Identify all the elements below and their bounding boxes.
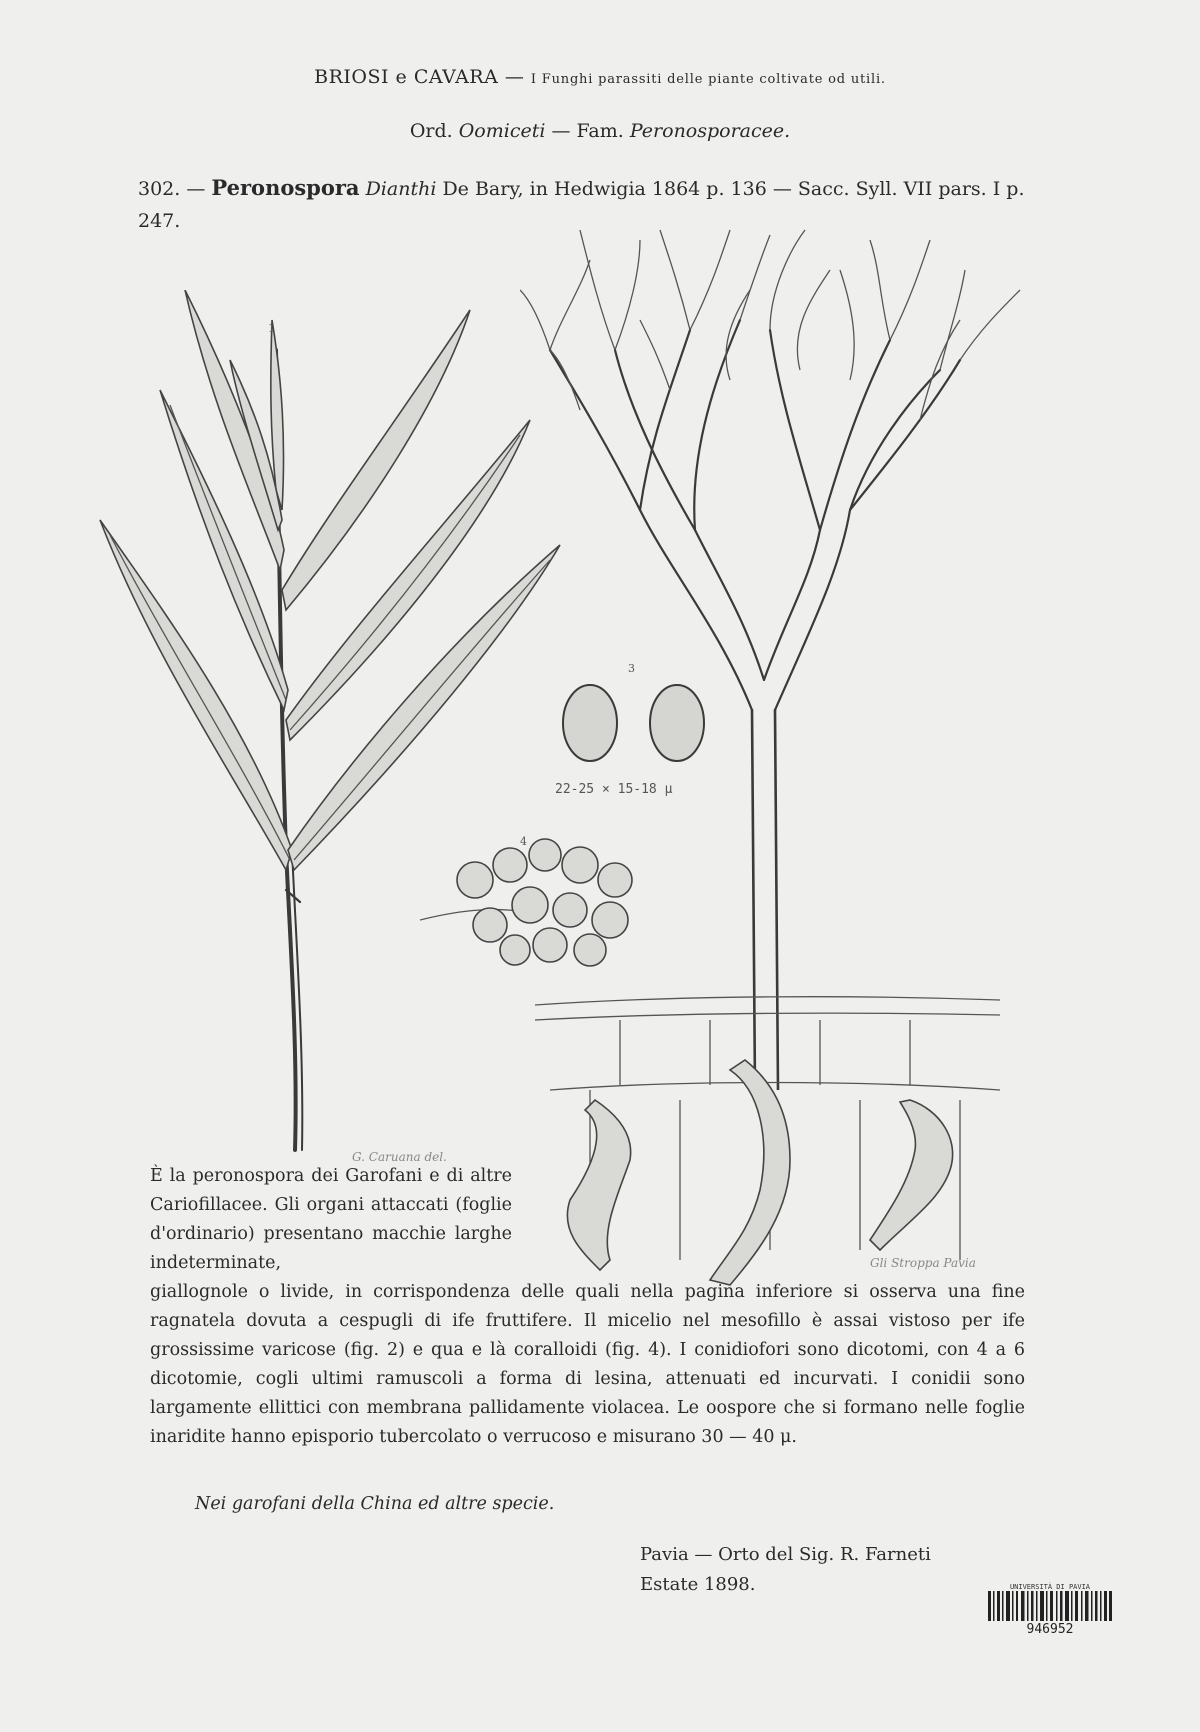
figure-label-1: 1 [268,322,275,335]
collection-locality [640,1540,931,1600]
description-habitat: Nei garofani della China ed altre specie. [195,1494,555,1514]
series-title: I Funghi parassiti delle piante coltivate od utili. [530,72,886,87]
illustrator-signature: G. Caruana del. [352,1150,447,1164]
series-dash: — [504,66,525,88]
spore-measure: 22-25 × 15-18 μ [555,782,673,797]
species-citation: De Bary, in Hedwigia 1864 p. 136 — Sacc. Syll. VII pars. I p. 247. [138,178,1025,232]
figure-label-3: 3 [628,662,635,675]
order-name: Oomiceti [458,120,546,142]
description-intro: È la peronospora dei Garofani e di altre Cariofillacee. Gli organi attaccati (foglie d'ordinario) presentano macchie larghe indeterminate, [150,1166,512,1273]
family-name: Peronosporacee. [629,120,791,142]
species-number: 302. — [138,178,206,200]
barcode-bars [988,1591,1112,1621]
engraver-signature: Gli Stroppa Pavia [870,1256,976,1270]
family-prefix: — Fam. [551,120,624,142]
barcode-label: UNIVERSITÀ DI PAVIA [1009,1583,1091,1591]
order-family-line [0,120,1200,142]
locality-line-2: Estate 1898. [640,1574,756,1595]
figure-leaf-section [530,990,1020,1290]
figure-conidia [555,675,715,775]
species-genus: Peronospora [211,175,360,200]
locality-line-1: Pavia — Orto del Sig. R. Farneti [640,1544,931,1565]
figure-label-4: 4 [520,835,527,848]
series-title-line [0,66,1200,88]
description-body: giallognole o livide, in corrispondenza delle quali nella pagina inferiore si osserva una fine ragnatela dovuta a cespugli di ife fruttifere. Il micelio nel mesofillo è assai vistoso per ife grossissime varicose (fig. 2) e qua e là coralloidi (fig. 4). I conidiofori sono dicotomi, con 4 a 6 dicotomie, cogli ultimi ramuscoli a forma di lesina, attenuati ed incurvati. I conidii sono largamente ellittici con membrana pallidamente violacea. Le oospore che si formano nelle foglie inaridite hanno episporio tubercolato o verrucoso e misurano 30 — 40 μ. [150,1282,1025,1447]
series-authors: BRIOSI e CAVARA [314,66,499,88]
order-prefix: Ord. [409,120,453,142]
species-epithet: Dianthi [365,178,437,200]
figure-coralloid-mycelium [420,825,670,975]
herbarium-barcode [985,1583,1115,1637]
barcode-number: 946952 [1026,1622,1074,1637]
